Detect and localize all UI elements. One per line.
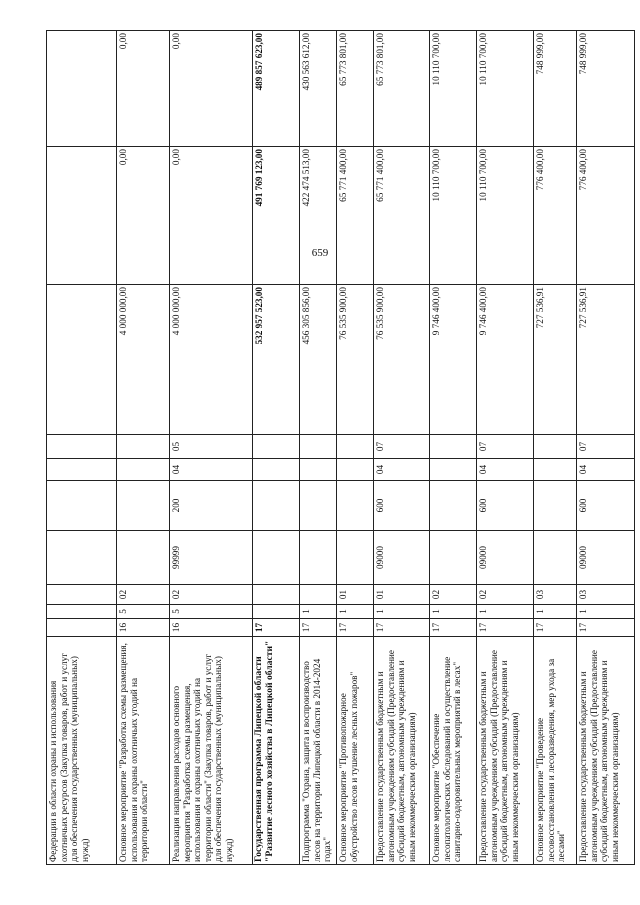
cell-c4: [117, 531, 170, 585]
page-number: 659: [311, 247, 329, 259]
cell-c1: 17: [374, 619, 430, 637]
cell-c6: [253, 459, 300, 481]
cell-c3: 02: [117, 585, 170, 605]
table-row: [337, 31, 374, 865]
cell-name: Подпрограмма "Охрана, защита и воспроизводство лесов на территории Липецкой области в 2014-2024 годах": [300, 637, 337, 865]
cell-c4: 09000: [577, 531, 635, 585]
cell-c5: 600: [577, 481, 635, 531]
cell-c3: [300, 585, 337, 605]
cell-c4: [300, 531, 337, 585]
cell-v2: 10 110 700,00: [430, 147, 477, 285]
cell-name: Государственная программа Липецкой области "Развитие лесного хозяйства в Липецкой области": [253, 637, 300, 865]
cell-v3: 489 857 623,00: [253, 31, 300, 147]
cell-c7: 05: [170, 435, 253, 459]
cell-v2: 10 110 700,00: [477, 147, 534, 285]
cell-v1: 727 536,91: [577, 285, 635, 435]
cell-v1: 9 746 400,00: [477, 285, 534, 435]
cell-c5: [337, 481, 374, 531]
cell-c5: [117, 481, 170, 531]
cell-v3: [47, 31, 117, 147]
cell-name: Основное мероприятие "Обеспечение лесопатологических обследований и осуществление санитарно-оздоровительных мероприятий в лесах": [430, 637, 477, 865]
cell-v3: 10 110 700,00: [477, 31, 534, 147]
cell-c7: [47, 435, 117, 459]
cell-c3: 03: [534, 585, 577, 605]
cell-v1: [47, 285, 117, 435]
cell-c5: [300, 481, 337, 531]
cell-c7: [337, 435, 374, 459]
cell-c5: [534, 481, 577, 531]
cell-c7: 07: [577, 435, 635, 459]
table-row: [47, 31, 117, 865]
cell-c6: [534, 459, 577, 481]
cell-name: Предоставление государственным бюджетным и автономным учреждениям субсидий (Предоставление субсидий бюджетным, автономным учреждениям и иным некоммерческим организациям): [577, 637, 635, 865]
cell-v2: 422 474 513,00: [300, 147, 337, 285]
table-body: [47, 31, 635, 865]
table-wrapper: [46, 31, 620, 865]
cell-c6: 04: [577, 459, 635, 481]
cell-v3: 65 773 801,00: [374, 31, 430, 147]
cell-c1: 17: [534, 619, 577, 637]
cell-v3: 0,00: [170, 31, 253, 147]
cell-v1: 9 746 400,00: [430, 285, 477, 435]
cell-v3: 0,00: [117, 31, 170, 147]
cell-c6: [47, 459, 117, 481]
cell-v3: 748 999,00: [577, 31, 635, 147]
cell-name: Предоставление государственным бюджетным и автономным учреждениям субсидий (Предоставление субсидий бюджетным, автономным учреждениям и иным некоммерческим организациям): [477, 637, 534, 865]
cell-c1: [47, 619, 117, 637]
cell-c3: 01: [374, 585, 430, 605]
table-row: [300, 31, 337, 865]
cell-c5: 200: [170, 481, 253, 531]
cell-c7: 07: [374, 435, 430, 459]
cell-c3: 03: [577, 585, 635, 605]
cell-c7: [253, 435, 300, 459]
cell-v3: 65 773 801,00: [337, 31, 374, 147]
cell-name: Основное мероприятие "Проведение лесовосстановления и лесоразведения, мер ухода за лесами": [534, 637, 577, 865]
cell-c2: 5: [170, 605, 253, 619]
cell-c2: [47, 605, 117, 619]
cell-c2: 1: [337, 605, 374, 619]
cell-name: Федерации в области охраны и использования охотничьих ресурсов (Закупка товаров, работ и услуг для обеспечения государственных (муниципальных) нужд): [47, 637, 117, 865]
cell-v3: 430 563 612,00: [300, 31, 337, 147]
cell-c3: 01: [337, 585, 374, 605]
cell-c1: 16: [117, 619, 170, 637]
cell-v1: 76 535 900,00: [374, 285, 430, 435]
cell-name: Основное мероприятие "Противопожарное обустройство лесов и тушение лесных пожаров": [337, 637, 374, 865]
budget-table: [46, 30, 635, 865]
cell-c2: 1: [430, 605, 477, 619]
cell-c3: [47, 585, 117, 605]
cell-c1: 17: [253, 619, 300, 637]
cell-c6: 04: [477, 459, 534, 481]
cell-v2: 65 771 400,00: [374, 147, 430, 285]
cell-c5: 600: [374, 481, 430, 531]
table-row: [534, 31, 577, 865]
cell-c6: [430, 459, 477, 481]
cell-c1: 17: [430, 619, 477, 637]
table-row: [253, 31, 300, 865]
cell-c6: [337, 459, 374, 481]
cell-c6: [117, 459, 170, 481]
cell-c7: [117, 435, 170, 459]
cell-v1: 4 000 000,00: [170, 285, 253, 435]
cell-c1: 17: [337, 619, 374, 637]
cell-c7: [430, 435, 477, 459]
cell-c4: [337, 531, 374, 585]
cell-v2: [47, 147, 117, 285]
cell-c5: [47, 481, 117, 531]
cell-v3: 10 110 700,00: [430, 31, 477, 147]
cell-name: Основное мероприятие "Разработка схемы размещения, использования и охраны охотничьих угодий на территории области": [117, 637, 170, 865]
cell-c1: 16: [170, 619, 253, 637]
cell-c3: 02: [430, 585, 477, 605]
cell-c2: 1: [477, 605, 534, 619]
cell-c2: 1: [374, 605, 430, 619]
cell-v1: 76 535 900,00: [337, 285, 374, 435]
cell-c5: [430, 481, 477, 531]
cell-c1: 17: [477, 619, 534, 637]
cell-v1: 4 000 000,00: [117, 285, 170, 435]
cell-name: Предоставление государственным бюджетным и автономным учреждениям субсидий (Предоставление субсидий бюджетным, автономным учреждениям и иным некоммерческим организациям): [374, 637, 430, 865]
cell-c6: [300, 459, 337, 481]
cell-c3: 02: [170, 585, 253, 605]
cell-c3: 02: [477, 585, 534, 605]
cell-c4: 09000: [374, 531, 430, 585]
cell-c5: 600: [477, 481, 534, 531]
cell-c4: [253, 531, 300, 585]
cell-c4: [430, 531, 477, 585]
cell-name: Реализация направления расходов основного мероприятия "Разработка схемы размещения, использования и охраны охотничьих угодий на территории области" (Закупка товаров, работ и услуг для обеспечения государственных (муниципальных) нужд): [170, 637, 253, 865]
cell-c1: 17: [577, 619, 635, 637]
cell-v1: 456 305 856,00: [300, 285, 337, 435]
table-row: [170, 31, 253, 865]
cell-v2: 776 400,00: [577, 147, 635, 285]
cell-c2: 5: [117, 605, 170, 619]
table-row: [577, 31, 635, 865]
cell-c4: [534, 531, 577, 585]
cell-v2: 0,00: [170, 147, 253, 285]
cell-c6: 04: [170, 459, 253, 481]
table-row: [430, 31, 477, 865]
cell-c3: [253, 585, 300, 605]
cell-c7: [300, 435, 337, 459]
table-row: [374, 31, 430, 865]
cell-c6: 04: [374, 459, 430, 481]
cell-v1: 532 957 523,00: [253, 285, 300, 435]
cell-v2: 0,00: [117, 147, 170, 285]
cell-v2: 776 400,00: [534, 147, 577, 285]
cell-c2: [253, 605, 300, 619]
cell-v1: 727 536,91: [534, 285, 577, 435]
cell-c1: 17: [300, 619, 337, 637]
cell-c2: 1: [534, 605, 577, 619]
cell-c7: [534, 435, 577, 459]
cell-c2: 1: [300, 605, 337, 619]
cell-v2: 65 771 400,00: [337, 147, 374, 285]
cell-c2: 1: [577, 605, 635, 619]
cell-c4: 99999: [170, 531, 253, 585]
cell-v2: 491 769 123,00: [253, 147, 300, 285]
table-row: [117, 31, 170, 865]
cell-c5: [253, 481, 300, 531]
cell-c4: 09000: [477, 531, 534, 585]
cell-c7: 07: [477, 435, 534, 459]
table-row: [477, 31, 534, 865]
rotated-table-area: [46, 31, 620, 865]
cell-c4: [47, 531, 117, 585]
cell-v3: 748 999,00: [534, 31, 577, 147]
